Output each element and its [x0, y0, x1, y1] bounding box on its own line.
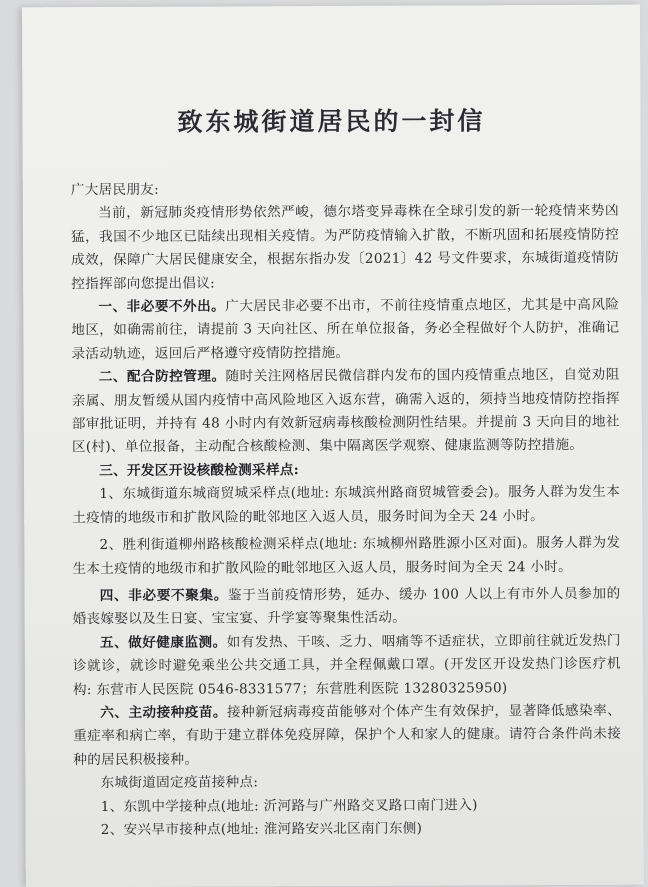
section-6-heading: 六、主动接种疫苗。 [100, 704, 228, 721]
letter-title: 致东城街道居民的一封信 [177, 106, 486, 137]
section-5 [73, 629, 621, 702]
sampling-point-1: 1、东城街道东城商贸城采样点(地址: 东城滨州路商贸城管委会)。服务人群为发生本土疫情的地级市和扩散风险的毗邻地区入返人员，服务时间为全天 24 小时。 [72, 484, 621, 526]
sampling-point-2: 2、胜利街道柳州路核酸检测采样点(地址: 东城柳州路胜源小区对面)。服务人群为发生本土疫情的地级市和扩散风险的毗邻地区入返人员，服务时间为全天 24 小时。 [72, 534, 621, 577]
section-2-heading: 二、配合防控管理。 [98, 368, 226, 386]
section-6-text: 接种新冠病毒疫苗能够对个体产生有效保护，显著降低感染率、重症率和病亡率，有助于建立群体免疫屏障，保护个人和家人的健康。请符合条件尚未接种的居民积极接种。 [73, 702, 622, 768]
section-1 [71, 294, 619, 367]
intro-paragraph: 当前，新冠肺炎疫情形势依然严峻，德尔塔变异毒株在全球引发的新一轮疫情来势凶猛，我国不少地区已陆续出现相关疫情。为严防疫情输入扩散，不断巩固和拓展疫情防控成效，保障广大居民健康安全，根据东指办发〔2021〕42 号文件要求，东城街道疫情防控指挥部向您提出倡议: [70, 203, 620, 292]
section-2-text: 随时关注网格居民微信群内发布的国内疫情重点地区，自觉劝阻亲属、朋友暂缓从国内疫情中高风险地区入返东营，确需入返的，须持当地疫情防控指挥部审批证明，并持有 48 小时内有效新冠病毒核酸检测阴性结果。并提前 3 天向目的地社区(村)、单位报备，主动配合核酸检测、集中隔离医学观察、健康监测等防控措施。 [71, 366, 620, 456]
section-3 [72, 458, 620, 484]
section-2 [72, 364, 620, 460]
section-4 [73, 583, 621, 632]
section-5-text: 如有发热、干咳、乏力、咽痛等不适症状，立即前往就近发热门诊就诊，就诊时避免乘坐公共交通工具，并全程佩戴口罩。(开发区开设发热门诊医疗机构: 东营市人民医院 0546-8331577；东营胜利医院 13280325950) [72, 632, 621, 698]
section-1-heading: 一、非必要不外出。 [98, 298, 226, 316]
vaccine-heading: 东城街道固定疫苗接种点: [100, 774, 259, 792]
letter-page [22, 5, 644, 887]
section-1-text: 广大居民非必要不出市，不前往疫情重点地区，尤其是中高风险地区，如确需前往，请提前 3 天向社区、所在单位报备，务必全程做好个人防护，准确记录活动轨迹，返回后严格遵守疫情防控措施。 [71, 296, 620, 362]
salutation: 广大居民朋友: [70, 181, 160, 199]
section-4-heading: 四、非必要不聚集。 [99, 587, 229, 604]
vaccine-point-2: 2、安兴早市接种点(地址: 淮河路安兴北区南门东侧) [100, 820, 423, 838]
section-4-text: 鉴于当前疫情形势，延办、缓办 100 人以上有市外人员参加的婚丧嫁娶以及生日宴、宝宝宴、升学宴等聚集性活动。 [72, 585, 621, 628]
section-3-heading: 三、开发区开设核酸检测采样点: [99, 462, 300, 479]
letter-body [71, 177, 622, 843]
section-6 [73, 700, 621, 773]
vaccine-point-1: 1、东凯中学接种点(地址: 沂河路与广州路交叉路口南门进入) [100, 796, 478, 815]
section-5-heading: 五、做好健康监测。 [99, 634, 227, 651]
